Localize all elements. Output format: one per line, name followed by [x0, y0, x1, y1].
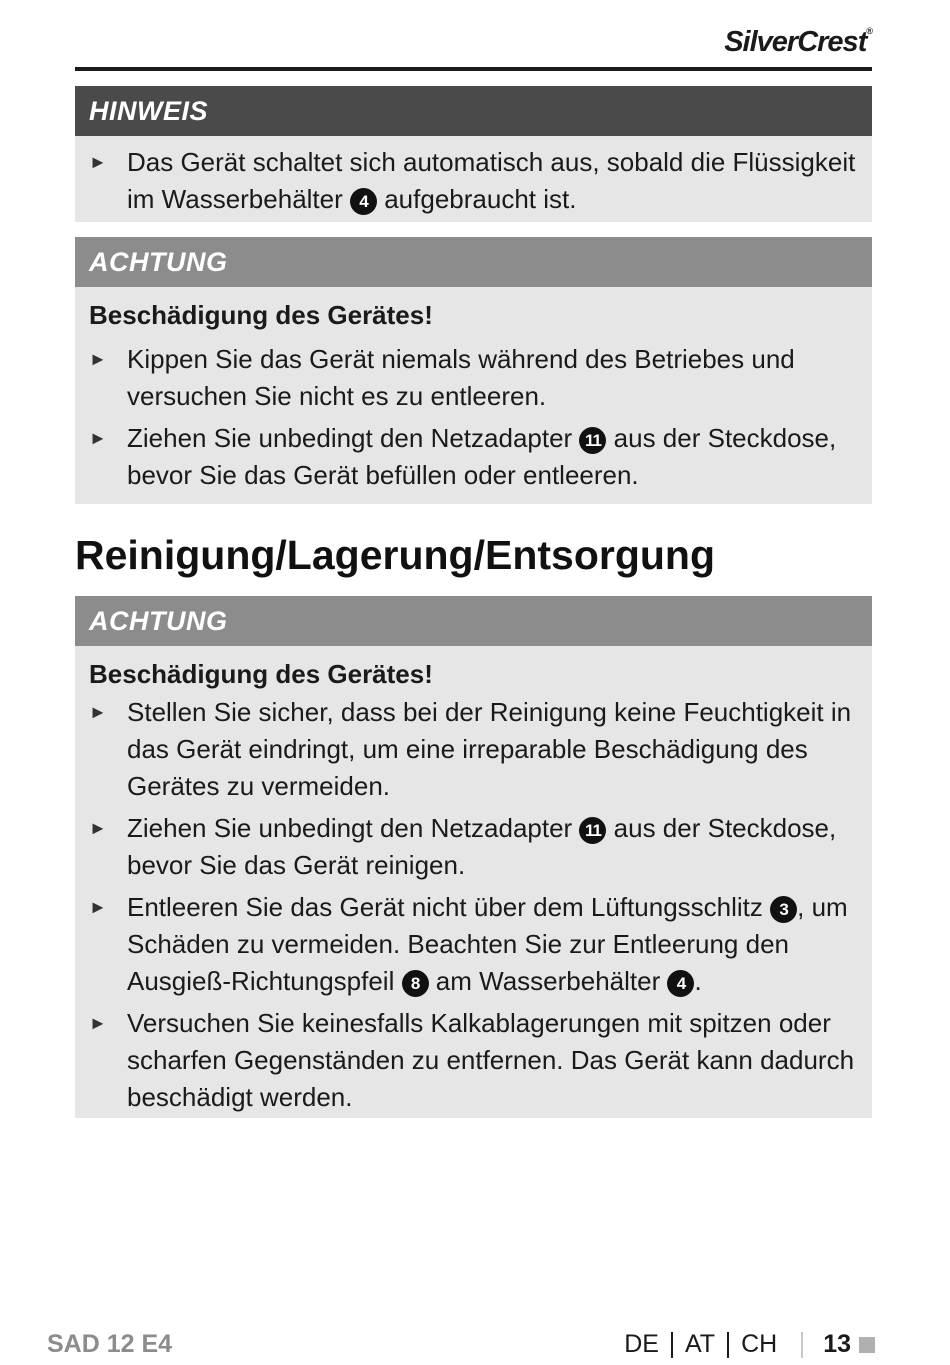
country-de: DE	[624, 1330, 659, 1358]
country-ch: CH	[741, 1330, 778, 1358]
brand-name: SilverCrest	[724, 26, 867, 58]
country-at: AT	[684, 1330, 716, 1358]
list-item: ► Kippen Sie das Gerät niemals während des Betriebes und versuchen Sie nicht es zu entleeren.	[89, 341, 858, 415]
warning-subtitle: Beschädigung des Gerätes!	[89, 659, 433, 689]
page-number: 13	[823, 1330, 851, 1358]
registered-mark: ®	[866, 26, 872, 36]
list-item: ► Versuchen Sie keinesfalls Kalkablagerungen mit spitzen oder scharfen Gegenständen zu entfernen. Das Gerät kann dadurch beschädigt werden.	[89, 1005, 858, 1116]
bullet-arrow-icon: ►	[89, 702, 107, 722]
hinweis-title: HINWEIS	[75, 86, 872, 136]
footer-nav	[624, 1330, 875, 1359]
list-item: ► Stellen Sie sicher, dass bei der Reinigung keine Feuchtigkeit in das Gerät eindringt, um eine irreparable Beschädigung des Gerätes zu vermeiden.	[89, 694, 858, 805]
header-rule	[75, 67, 872, 71]
reference-number: 3	[770, 896, 797, 923]
hinweis-box	[75, 86, 872, 222]
brand-logo	[724, 26, 872, 59]
model-number: SAD 12 E4	[47, 1330, 173, 1358]
page-square-icon	[859, 1337, 875, 1353]
achtung-title: ACHTUNG	[75, 237, 872, 287]
bullet-arrow-icon: ►	[89, 818, 107, 838]
reference-number: 11	[579, 817, 606, 844]
list-item: ► Entleeren Sie das Gerät nicht über dem Lüftungsschlitz 3 , um Schäden zu vermeiden. Beachten Sie zur Entleerung den Ausgieß-Richtungspfeil 8 am Wasserbehälter 4 .	[89, 889, 858, 1000]
divider	[671, 1332, 673, 1358]
section-title: Reinigung/Lagerung/Entsorgung	[75, 532, 716, 578]
reference-number: 4	[350, 188, 377, 215]
reference-number: 8	[402, 970, 429, 997]
achtung-box-1	[75, 237, 872, 504]
list-item: ► Ziehen Sie unbedingt den Netzadapter 11 aus der Steckdose, bevor Sie das Gerät reinigen.	[89, 810, 858, 884]
reference-number: 11	[579, 427, 606, 454]
list-item: ► Das Gerät schaltet sich automatisch aus, sobald die Flüssigkeit im Wasserbehälter 4 aufgebraucht ist.	[89, 144, 858, 218]
bullet-arrow-icon: ►	[89, 897, 107, 917]
bullet-arrow-icon: ►	[89, 152, 107, 172]
achtung-title: ACHTUNG	[75, 596, 872, 646]
reference-number: 4	[667, 970, 694, 997]
warning-subtitle: Beschädigung des Gerätes!	[89, 300, 433, 330]
divider	[727, 1332, 729, 1358]
divider	[801, 1332, 803, 1358]
bullet-arrow-icon: ►	[89, 1013, 107, 1033]
list-item: ► Ziehen Sie unbedingt den Netzadapter 11 aus der Steckdose, bevor Sie das Gerät befüllen oder entleeren.	[89, 420, 858, 494]
bullet-arrow-icon: ►	[89, 349, 107, 369]
bullet-arrow-icon: ►	[89, 428, 107, 448]
achtung-box-2	[75, 596, 872, 1118]
